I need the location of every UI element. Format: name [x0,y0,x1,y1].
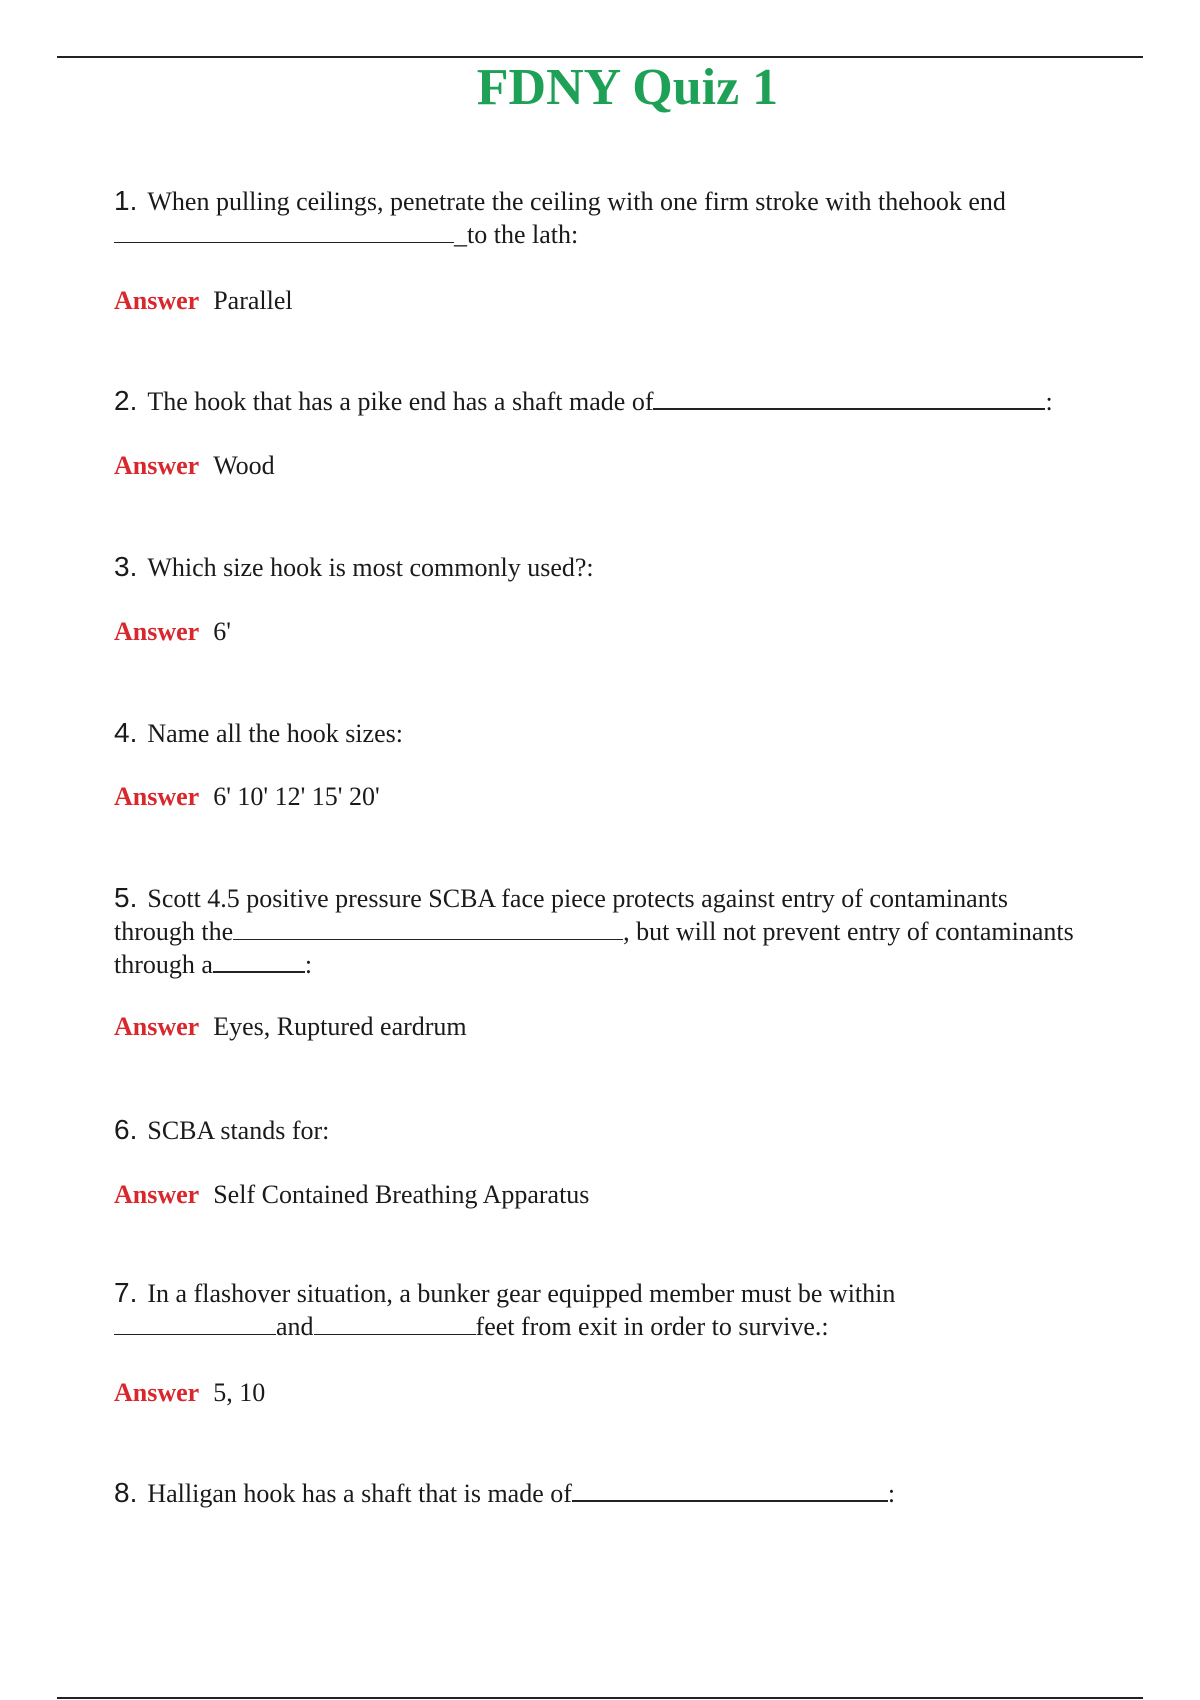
question-text: In a flashover situation, a bunker gear equipped member must be within [147,1279,896,1308]
question-number: 1. [114,185,138,216]
answer-label: Answer [114,1378,200,1407]
answer-text: 6' 10' 12' 15' 20' [213,782,380,811]
question-number: 2. [114,385,138,416]
question-text-continued: : [1045,387,1053,416]
question-number: 5. [114,882,138,913]
answer-5 [114,1010,467,1043]
question-7 [114,1276,1134,1343]
answer-text: 5, 10 [213,1378,266,1407]
question-5 [114,881,1134,981]
answer-blank [653,386,1045,410]
answer-blank [314,1312,476,1335]
answer-blank [233,917,623,940]
answer-7 [114,1376,265,1409]
question-text: Halligan hook has a shaft that is made of [147,1479,572,1508]
question-text: The hook that has a pike end has a shaft made of [147,387,654,416]
answer-4 [114,780,380,813]
question-text-line2: through the [114,917,234,946]
question-text: SCBA stands for: [147,1116,330,1145]
question-8 [114,1476,1134,1510]
answer-text: Wood [213,451,275,480]
question-number: 6. [114,1114,138,1145]
answer-3 [114,615,231,648]
question-number: 8. [114,1477,138,1508]
answer-6 [114,1178,589,1211]
question-number: 3. [114,551,138,582]
answer-blank [114,220,454,243]
page-title: FDNY Quiz 1 [476,59,779,116]
bottom-rule [57,1697,1143,1699]
question-text: Which size hook is most commonly used?: [147,553,594,582]
question-text-continued: and [276,1312,314,1341]
question-1 [114,184,1134,251]
answer-label: Answer [114,1180,200,1209]
answer-label: Answer [114,451,200,480]
answer-text: Self Contained Breathing Apparatus [213,1180,590,1209]
question-text-line3: through a [114,950,213,979]
question-text: When pulling ceilings, penetrate the ceiling with one firm stroke with thehook end [147,187,1006,216]
answer-text: 6' [213,617,231,646]
question-text-continued: : [887,1479,896,1508]
question-number: 4. [114,717,138,748]
answer-blank [213,949,305,973]
question-3 [114,550,1134,584]
question-text-continued: _to the lath: [454,220,579,249]
question-2 [114,384,1134,418]
question-4 [114,716,1134,750]
answer-blank [114,1312,276,1335]
answer-label: Answer [114,617,200,646]
answer-blank [572,1478,888,1502]
answer-label: Answer [114,286,200,315]
answer-label: Answer [114,782,200,811]
question-text-continued: , but will not prevent entry of contaminants [623,917,1074,946]
question-number: 7. [114,1277,138,1308]
question-text-end: feet from exit in order to survive.: [475,1312,829,1341]
question-text: Name all the hook sizes: [147,719,403,748]
answer-2 [114,449,275,482]
question-text: Scott 4.5 positive pressure SCBA face piece protects against entry of contaminants [147,884,1009,913]
question-text-end: : [304,950,313,979]
answer-text: Eyes, Ruptured eardrum [213,1012,467,1041]
answer-text: Parallel [213,286,293,315]
question-6 [114,1113,1134,1147]
answer-label: Answer [114,1012,200,1041]
answer-1 [114,284,293,317]
